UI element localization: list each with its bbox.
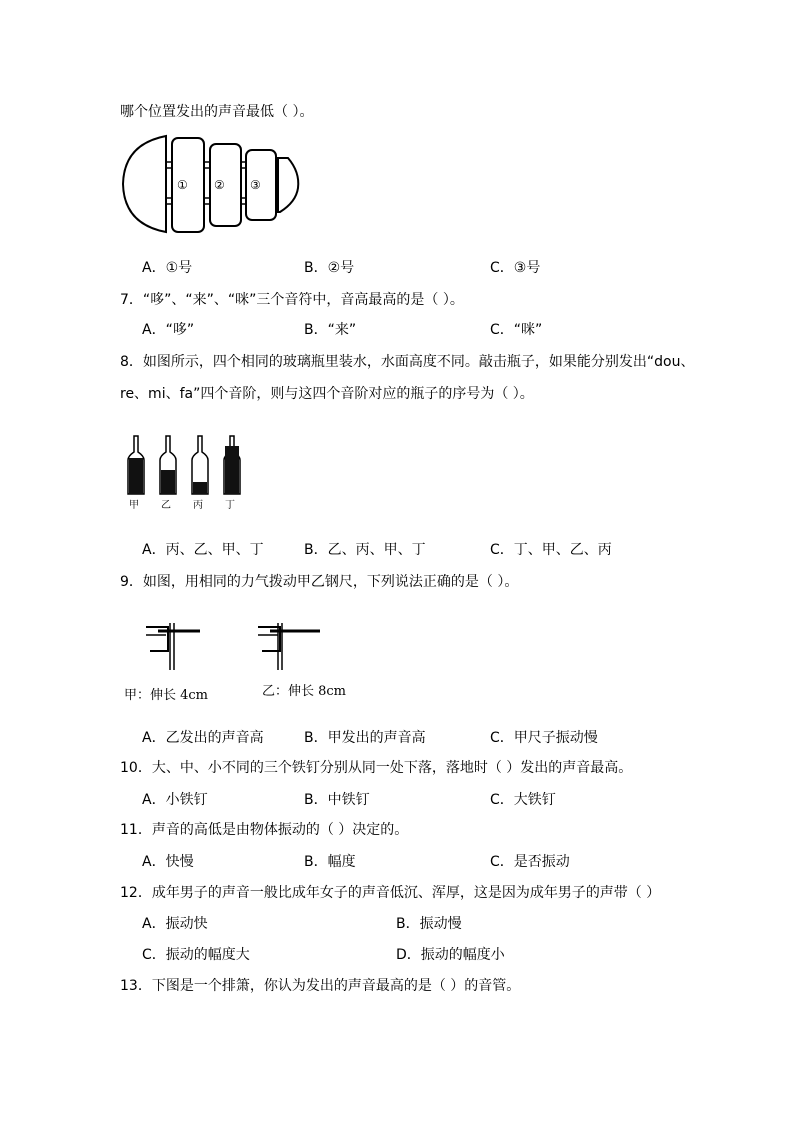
q10-option-c[interactable]: C．大铁钉 (490, 792, 556, 808)
q9-ruler-jia-figure (140, 615, 210, 675)
bottle-label-4: 丁 (225, 500, 235, 511)
bottle-3 (192, 436, 208, 511)
bottle-water-4 (225, 446, 239, 494)
q8-option-b[interactable]: B．乙、丙、甲、丁 (304, 542, 426, 558)
q9-caption-yi: 乙：伸长 8cm (262, 684, 347, 699)
bottle-4 (224, 436, 240, 511)
q10-option-a[interactable]: A．小铁钉 (142, 792, 208, 808)
q9-option-c[interactable]: C．甲尺子振动慢 (490, 730, 598, 746)
q8-stem-line1: 8．如图所示，四个相同的玻璃瓶里装水，水面高度不同。敲击瓶子，如果能分别发出“dou、 (120, 354, 695, 370)
q8-bottles-figure (120, 432, 250, 512)
bottle-water-1 (129, 458, 143, 494)
q9-caption-jia: 甲：伸长 4cm (124, 688, 209, 703)
q9-option-a[interactable]: A．乙发出的声音高 (142, 730, 264, 746)
q7-option-a[interactable]: A．“哆” (142, 322, 195, 338)
q7-stem: 7．“哆”、“来”、“咪”三个音符中，音高最高的是（ ）。 (120, 292, 464, 308)
q7-option-b[interactable]: B．“来” (304, 322, 357, 338)
bottle-label-2: 乙 (161, 500, 171, 511)
q12-option-c[interactable]: C．振动的幅度大 (142, 947, 250, 963)
q6-stem: 哪个位置发出的声音最低（ ）。 (120, 104, 314, 120)
q13-stem: 13．下图是一个排箫，你认为发出的声音最高的是（ ）的音管。 (120, 978, 521, 994)
q9-stem: 9．如图，用相同的力气拨动甲乙钢尺，下列说法正确的是（ ）。 (120, 574, 519, 590)
q12-option-d[interactable]: D．振动的幅度小 (396, 947, 505, 963)
bottle-1 (128, 436, 144, 511)
bottle-water-3 (193, 482, 207, 494)
q8-option-c[interactable]: C．丁、甲、乙、丙 (490, 542, 612, 558)
q6-option-b[interactable]: B．②号 (304, 260, 355, 276)
q12-option-b[interactable]: B．振动慢 (396, 916, 462, 932)
q6-label-2: ② (214, 178, 225, 192)
q10-option-b[interactable]: B．中铁钉 (304, 792, 370, 808)
q10-stem: 10．大、中、小不同的三个铁钉分别从同一处下落，落地时（ ）发出的声音最高。 (120, 760, 633, 776)
q6-label-1: ① (177, 178, 188, 192)
q11-option-a[interactable]: A．快慢 (142, 854, 194, 870)
q11-option-b[interactable]: B．幅度 (304, 854, 356, 870)
q8-option-a[interactable]: A．丙、乙、甲、丁 (142, 542, 264, 558)
q6-label-3: ③ (250, 178, 261, 192)
bottle-2 (160, 436, 176, 511)
q8-stem-line2: re、mi、fa”四个音阶，则与这四个音阶对应的瓶子的序号为（ ）。 (120, 386, 534, 402)
q6-option-c[interactable]: C．③号 (490, 260, 541, 276)
q11-stem: 11．声音的高低是由物体振动的（ ）决定的。 (120, 822, 409, 838)
q12-stem: 12．成年男子的声音一般比成年女子的声音低沉、浑厚，这是因为成年男子的声带（ ） (120, 885, 661, 901)
q12-option-a[interactable]: A．振动快 (142, 916, 208, 932)
q9-ruler-yi-figure (252, 615, 332, 675)
q11-option-c[interactable]: C．是否振动 (490, 854, 570, 870)
bottle-water-2 (161, 470, 175, 494)
bottle-label-1: 甲 (129, 500, 139, 511)
q9-option-b[interactable]: B．甲发出的声音高 (304, 730, 426, 746)
q6-option-a[interactable]: A．①号 (142, 260, 193, 276)
q6-figure (120, 132, 305, 237)
q7-option-c[interactable]: C．“咪” (490, 322, 543, 338)
bottle-label-3: 丙 (193, 500, 203, 511)
